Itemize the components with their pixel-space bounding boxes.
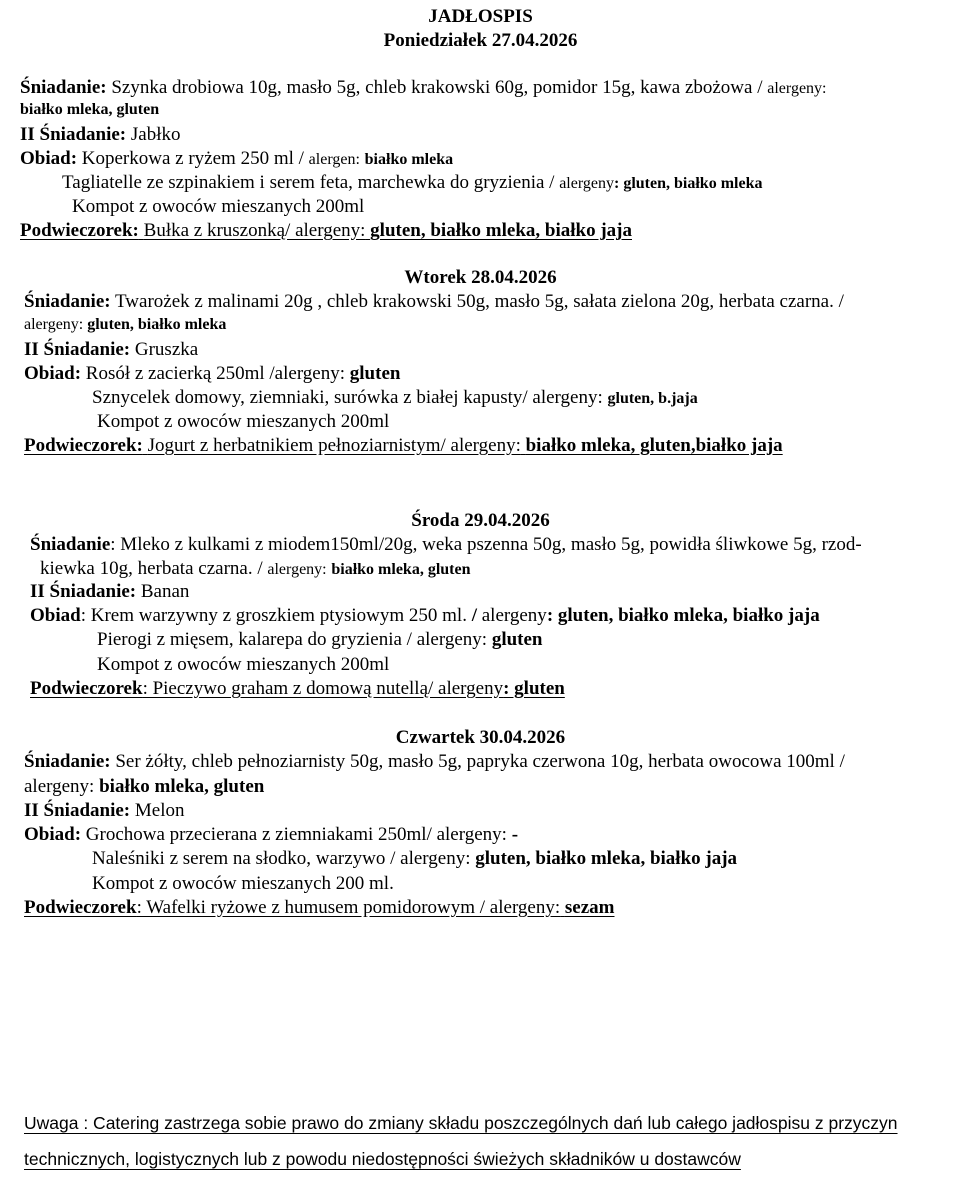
footer-note-line-1: Uwaga : Catering zastrzega sobie prawo do zmiany składu poszczególnych dań lub całego jadłospisu z przyczyn [24,1113,898,1133]
lunch-soup-allergens: gluten [349,363,401,384]
monday-second-breakfast [20,125,180,144]
monday-breakfast-allergens: białko mleka, gluten [20,101,160,118]
thursday-breakfast [24,752,845,771]
wednesday-lunch-drink: Kompot z owoców mieszanych 200ml [97,654,390,675]
allergen-label: alergeny: [267,561,327,578]
second-breakfast-label: II Śniadanie: [24,800,131,821]
lunch-soup-separator: / [471,605,477,626]
wednesday-snack [30,679,565,698]
monday-lunch-drink: Kompot z owoców mieszanych 200ml [72,196,365,217]
lunch-main-text: Naleśniki z serem na słodko, warzywo / alergeny: [92,848,471,869]
tuesday-date: Wtorek 28.04.2026 [404,267,557,288]
snack-text: Bułka z kruszonką/ alergeny: [143,220,366,241]
tuesday-snack [24,436,783,455]
wednesday-second-breakfast [30,582,189,601]
lunch-soup-allergens: białko mleka [364,151,454,168]
lunch-main-allergens: gluten, b.jaja [607,390,698,407]
second-breakfast-label: II Śniadanie: [24,339,131,360]
breakfast-text: Ser żółty, chleb pełnoziarnisty 50g, masło 5g, papryka czerwona 10g, herbata owocowa 100ml / [115,751,845,772]
allergen-label: alergeny: [24,776,95,797]
breakfast-text: Szynka drobiowa 10g, masło 5g, chleb krakowski 60g, pomidor 15g, kawa zbożowa / [111,77,763,98]
lunch-soup-text: Koperkowa z ryżem 250 ml / [81,148,304,169]
lunch-main-text: Pierogi z mięsem, kalarepa do gryzienia / alergeny: [97,629,488,650]
snack-text: : Pieczywo graham z domową nutellą/ alergeny [142,678,504,699]
tuesday-breakfast [24,292,844,311]
thursday-date: Czwartek 30.04.2026 [395,727,566,748]
wednesday-lunch-soup [30,606,820,625]
breakfast-allergens: białko mleka, gluten [99,776,265,797]
menu-title: JADŁOSPIS [428,6,533,27]
breakfast-label: Śniadanie: [20,77,107,98]
thursday-snack [24,898,615,917]
allergen-label: alergeny: [767,80,827,97]
monday-lunch-main [62,173,762,192]
tuesday-second-breakfast [24,340,198,359]
breakfast-allergens: białko mleka, gluten [331,561,471,578]
snack-allergens: sezam [564,897,615,918]
tuesday-breakfast-allergens [24,317,226,333]
thursday-second-breakfast [24,801,184,820]
snack-label: Podwieczorek [30,678,143,699]
lunch-label: Obiad: [20,148,78,169]
monday-date: Poniedziałek 27.04.2026 [383,30,578,51]
allergen-label: alergeny: [24,316,84,333]
lunch-label: Obiad: [24,824,82,845]
wednesday-lunch-main [97,630,543,649]
snack-allergens: gluten, białko mleka, białko jaja [370,220,632,241]
snack-label: Podwieczorek: [20,220,139,241]
wednesday-breakfast-cont [40,559,471,578]
lunch-main-text: Sznycelek domowy, ziemniaki, surówka z białej kapusty/ alergeny: [92,387,603,408]
breakfast-text: : Mleko z kulkami z miodem150ml/20g, weka pszenna 50g, masło 5g, powidła śliwkowe 5g, rzod- [110,534,862,555]
snack-allergens: białko mleka, gluten,białko jaja [525,435,783,456]
lunch-soup-text: Rosół z zacierką 250ml /alergeny: [85,363,346,384]
lunch-main-allergens: gluten [491,629,543,650]
second-breakfast-label: II Śniadanie: [20,124,127,145]
snack-text: : Wafelki ryżowe z humusem pomidorowym / alergeny: [136,897,561,918]
thursday-lunch-soup [24,825,518,844]
thursday-lunch-drink: Kompot z owoców mieszanych 200 ml. [92,873,394,894]
lunch-soup-allergens: : gluten, białko mleka, białko jaja [546,605,820,626]
second-breakfast-text: Banan [140,581,190,602]
second-breakfast-text: Melon [134,800,185,821]
footer-note-line-2: technicznych, logistycznych lub z powodu niedostępności świeżych składników u dostawców [24,1149,741,1169]
breakfast-text-cont: kiewka 10g, herbata czarna. / [40,558,263,579]
lunch-soup-text: Grochowa przecierana z ziemniakami 250ml/ alergeny: [85,824,507,845]
lunch-soup-allergens: - [511,824,519,845]
monday-snack [20,221,632,240]
snack-label: Podwieczorek [24,897,137,918]
breakfast-label: Śniadanie: [24,291,111,312]
allergen-label: alergen: [308,151,360,168]
tuesday-lunch-soup [24,364,400,383]
second-breakfast-label: II Śniadanie: [30,581,137,602]
breakfast-label: Śniadanie [30,534,111,555]
wednesday-breakfast [30,535,862,554]
wednesday-date: Środa 29.04.2026 [411,510,550,531]
monday-breakfast [20,78,826,97]
snack-allergens: : gluten [503,678,565,699]
snack-text: Jogurt z herbatnikiem pełnoziarnistym/ alergeny: [147,435,521,456]
breakfast-allergens: gluten, białko mleka [87,316,227,333]
lunch-main-allergens: gluten, białko mleka, białko jaja [475,848,738,869]
thursday-lunch-main [92,849,737,868]
second-breakfast-text: Gruszka [134,339,199,360]
lunch-main-allergens: : gluten, białko mleka [614,175,763,192]
tuesday-lunch-main [92,388,698,407]
snack-label: Podwieczorek: [24,435,143,456]
allergen-label: alergeny [559,175,614,192]
breakfast-text: Twarożek z malinami 20g , chleb krakowski 50g, masło 5g, sałata zielona 20g, herbata czarna. / [115,291,844,312]
allergen-label: alergeny [481,605,547,626]
lunch-soup-text: : Krem warzywny z groszkiem ptysiowym 250 ml. [80,605,467,626]
breakfast-label: Śniadanie: [24,751,111,772]
lunch-label: Obiad [30,605,81,626]
lunch-main-text: Tagliatelle ze szpinakiem i serem feta, marchewka do gryzienia / [62,172,555,193]
lunch-label: Obiad: [24,363,82,384]
tuesday-lunch-drink: Kompot z owoców mieszanych 200ml [97,411,390,432]
thursday-breakfast-allergens [24,777,264,796]
monday-lunch-soup [20,149,453,168]
second-breakfast-text: Jabłko [130,124,181,145]
